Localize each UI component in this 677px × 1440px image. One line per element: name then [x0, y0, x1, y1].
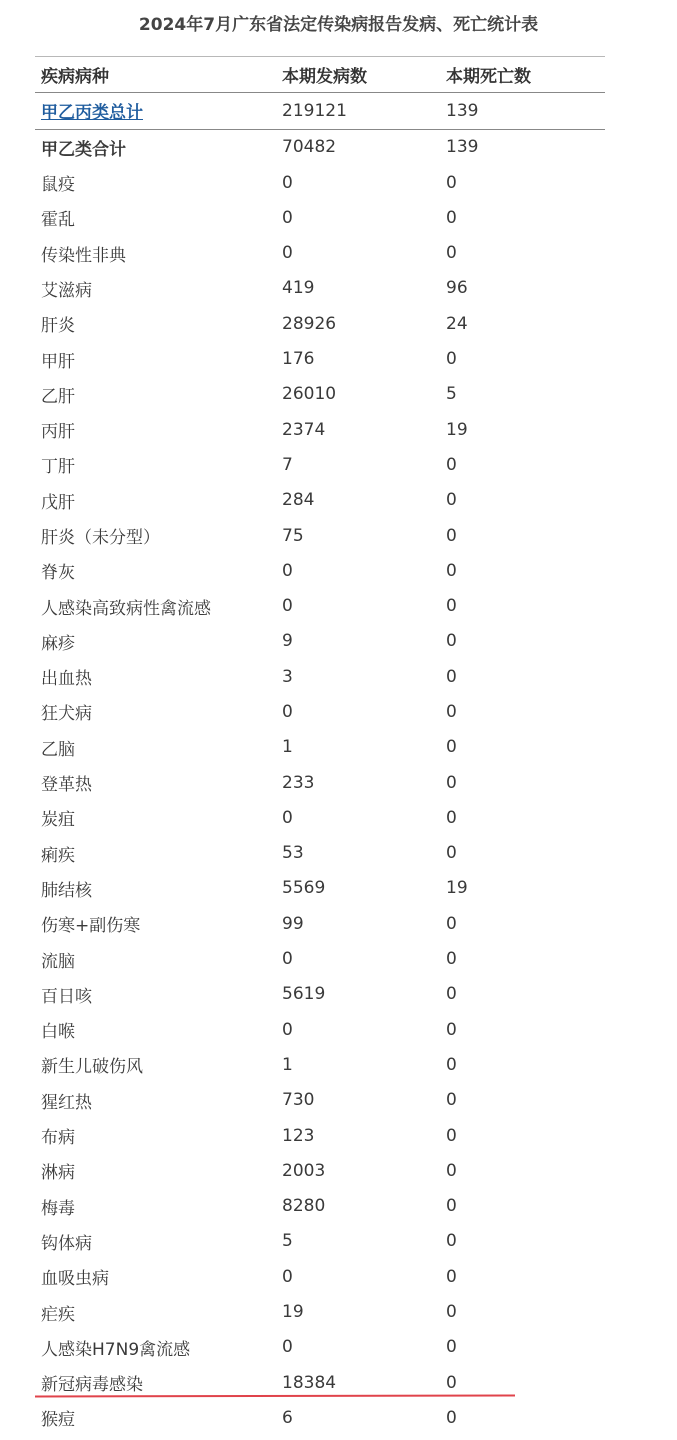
disease-name: 传染性非典 — [41, 245, 126, 266]
cases-count: 123 — [282, 1125, 315, 1146]
disease-name: 出血热 — [41, 669, 92, 690]
disease-name: 霍乱 — [41, 210, 75, 231]
table-row — [35, 906, 605, 941]
deaths-count: 0 — [446, 701, 457, 722]
page-title: 2024年7月广东省法定传染病报告发病、死亡统计表 — [138, 15, 539, 35]
cases-count: 0 — [282, 949, 293, 970]
table-row — [35, 588, 605, 623]
deaths-count: 0 — [446, 596, 457, 617]
cases-count: 28926 — [282, 313, 337, 334]
disease-name: 炭疽 — [41, 810, 75, 831]
table-row — [35, 271, 605, 306]
grand-total-deaths: 139 — [446, 100, 479, 121]
table-row — [35, 341, 605, 376]
table-row — [35, 1083, 605, 1118]
deaths-count: 0 — [446, 560, 457, 581]
deaths-count: 5 — [446, 384, 457, 405]
table-row — [35, 730, 605, 765]
cases-count: 284 — [282, 490, 315, 511]
deaths-count: 0 — [446, 1302, 457, 1323]
deaths-count: 24 — [446, 313, 468, 334]
cases-count: 1 — [282, 1054, 293, 1075]
deaths-count: 0 — [446, 1160, 457, 1181]
disease-name: 梅毒 — [41, 1198, 75, 1219]
cases-count: 2003 — [282, 1160, 326, 1181]
deaths-count: 0 — [446, 984, 457, 1005]
cases-count: 53 — [282, 843, 304, 864]
table-row — [35, 165, 605, 200]
cases-count: 99 — [282, 913, 304, 934]
deaths-count: 0 — [446, 172, 457, 193]
table-row — [35, 800, 605, 835]
table-row — [35, 1259, 605, 1294]
grand-total-link[interactable]: 甲乙丙类总计 — [41, 103, 143, 124]
table-header — [35, 57, 605, 93]
deaths-count: 96 — [446, 278, 468, 299]
cases-count: 176 — [282, 349, 315, 370]
deaths-count: 0 — [446, 1090, 457, 1111]
deaths-count: 0 — [446, 843, 457, 864]
disease-name: 伤寒+副伤寒 — [41, 916, 141, 937]
deaths-count: 0 — [446, 1266, 457, 1287]
table-row — [35, 977, 605, 1012]
cases-count: 419 — [282, 278, 315, 299]
deaths-count: 0 — [446, 1337, 457, 1358]
table-row — [35, 235, 605, 270]
header-deaths: 本期死亡数 — [446, 67, 531, 88]
deaths-count: 0 — [446, 207, 457, 228]
cases-count: 8280 — [282, 1196, 326, 1217]
cases-count: 5619 — [282, 984, 326, 1005]
table-row — [35, 518, 605, 553]
disease-name: 猩红热 — [41, 1092, 92, 1113]
deaths-count: 0 — [446, 913, 457, 934]
cases-count: 6 — [282, 1407, 293, 1428]
deaths-count: 0 — [446, 666, 457, 687]
grand-total-row — [35, 93, 605, 129]
disease-name: 流脑 — [41, 951, 75, 972]
cases-count: 0 — [282, 596, 293, 617]
table-row — [35, 694, 605, 729]
deaths-count: 0 — [446, 1125, 457, 1146]
cases-count: 19 — [282, 1302, 304, 1323]
deaths-count: 0 — [446, 1407, 457, 1428]
table-row — [35, 941, 605, 976]
cases-count: 3 — [282, 666, 293, 687]
deaths-count: 0 — [446, 772, 457, 793]
disease-name: 人感染高致病性禽流感 — [41, 598, 211, 619]
disease-name: 肺结核 — [41, 880, 92, 901]
disease-name: 狂犬病 — [41, 704, 92, 725]
grand-total-cases: 219121 — [282, 100, 347, 121]
disease-name: 人感染H7N9禽流感 — [41, 1339, 191, 1360]
deaths-count: 0 — [446, 454, 457, 475]
deaths-count: 0 — [446, 1054, 457, 1075]
disease-name: 白喉 — [41, 1022, 75, 1043]
deaths-count: 0 — [446, 349, 457, 370]
deaths-count: 0 — [446, 737, 457, 758]
disease-name: 血吸虫病 — [41, 1269, 109, 1290]
table-row — [35, 377, 605, 412]
table-row — [35, 553, 605, 588]
table-row — [35, 306, 605, 341]
table-row — [35, 765, 605, 800]
disease-name: 淋病 — [41, 1163, 75, 1184]
disease-name: 新生儿破伤风 — [41, 1057, 143, 1078]
table-row — [35, 1012, 605, 1047]
subtotal-name: 甲乙类合计 — [41, 139, 126, 160]
cases-count: 0 — [282, 701, 293, 722]
table-row — [35, 412, 605, 447]
disease-name: 戊肝 — [41, 492, 75, 513]
header-disease: 疾病病种 — [41, 67, 109, 88]
disease-name: 麻疹 — [41, 633, 75, 654]
deaths-count: 0 — [446, 949, 457, 970]
table-row — [35, 1294, 605, 1329]
cases-count: 0 — [282, 560, 293, 581]
deaths-count: 0 — [446, 1019, 457, 1040]
subtotal-cases: 70482 — [282, 137, 337, 158]
disease-name: 鼠疫 — [41, 175, 75, 196]
table-row — [35, 1330, 605, 1365]
table-row — [35, 659, 605, 694]
disease-name: 百日咳 — [41, 986, 92, 1007]
cases-count: 0 — [282, 243, 293, 264]
deaths-count: 0 — [446, 1196, 457, 1217]
table-row — [35, 836, 605, 871]
disease-name: 丁肝 — [41, 457, 75, 478]
table-row — [35, 1153, 605, 1188]
disease-rows — [35, 165, 605, 1436]
disease-name: 登革热 — [41, 775, 92, 796]
cases-count: 0 — [282, 172, 293, 193]
deaths-count: 0 — [446, 490, 457, 511]
table-row — [35, 1047, 605, 1082]
table-row — [35, 447, 605, 482]
disease-name: 丙肝 — [41, 422, 75, 443]
deaths-count: 19 — [446, 878, 468, 899]
cases-count: 9 — [282, 631, 293, 652]
deaths-count: 19 — [446, 419, 468, 440]
deaths-count: 0 — [446, 1231, 457, 1252]
table-row — [35, 624, 605, 659]
cases-count: 1 — [282, 737, 293, 758]
cases-count: 75 — [282, 525, 304, 546]
cases-count: 0 — [282, 207, 293, 228]
subtotal-deaths: 139 — [446, 137, 479, 158]
deaths-count: 0 — [446, 525, 457, 546]
cases-count: 0 — [282, 1266, 293, 1287]
deaths-count: 0 — [446, 1372, 457, 1393]
header-cases: 本期发病数 — [282, 67, 367, 88]
disease-name: 新冠病毒感染 — [41, 1375, 143, 1396]
cases-count: 26010 — [282, 384, 337, 405]
cases-count: 233 — [282, 772, 315, 793]
cases-count: 7 — [282, 454, 293, 475]
disease-name: 疟疾 — [41, 1304, 75, 1325]
cases-count: 18384 — [282, 1372, 337, 1393]
table-row — [35, 483, 605, 518]
disease-name: 乙脑 — [41, 739, 75, 760]
disease-name: 脊灰 — [41, 563, 75, 584]
disease-name: 钩体病 — [41, 1233, 92, 1254]
table-row — [35, 1224, 605, 1259]
table-row — [35, 871, 605, 906]
cases-count: 730 — [282, 1090, 315, 1111]
disease-name: 猴痘 — [41, 1410, 75, 1431]
statistics-table — [35, 56, 605, 1436]
deaths-count: 0 — [446, 807, 457, 828]
disease-name: 乙肝 — [41, 386, 75, 407]
disease-name: 痢疾 — [41, 845, 75, 866]
disease-name: 肝炎 — [41, 316, 75, 337]
disease-name: 肝炎（未分型） — [41, 528, 160, 548]
cases-count: 0 — [282, 1019, 293, 1040]
table-row — [35, 200, 605, 235]
disease-name: 艾滋病 — [41, 280, 92, 301]
cases-count: 0 — [282, 1337, 293, 1358]
table-row — [35, 1118, 605, 1153]
deaths-count: 0 — [446, 243, 457, 264]
disease-name: 甲肝 — [41, 351, 75, 372]
table-row — [35, 1189, 605, 1224]
cases-count: 0 — [282, 807, 293, 828]
disease-name: 布病 — [41, 1128, 75, 1149]
deaths-count: 0 — [446, 631, 457, 652]
subtotal-row — [35, 130, 605, 165]
cases-count: 5 — [282, 1231, 293, 1252]
table-row — [35, 1400, 605, 1435]
cases-count: 5569 — [282, 878, 326, 899]
cases-count: 2374 — [282, 419, 326, 440]
